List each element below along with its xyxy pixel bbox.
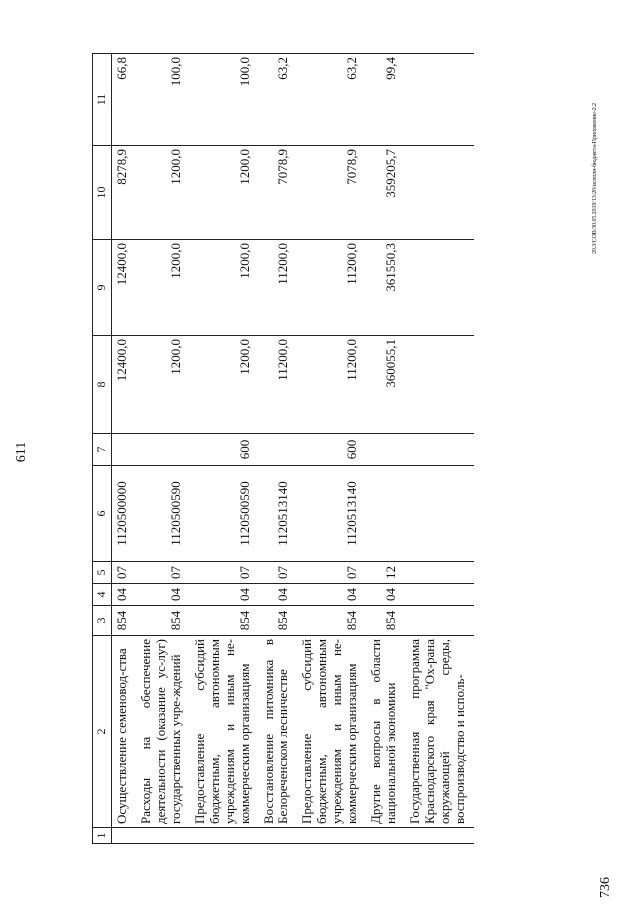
cell-c8: 1200,0: [190, 336, 259, 434]
cell-c8: 1200,0: [136, 336, 190, 434]
cell-name: Государственная программа Краснодарского края "Ох-рана окружающей среды, воспроизводство и исполь-: [405, 636, 474, 828]
cell-c9: 11200,0: [259, 240, 298, 336]
cell-c11: 99,4: [366, 54, 405, 146]
cell-c11: 63,2: [297, 54, 366, 146]
cell-c7: [405, 434, 474, 466]
cell-c10: 1200,0: [136, 146, 190, 240]
cell-empty: [259, 828, 298, 844]
cell-c3: 854: [297, 606, 366, 636]
col-header: 10: [93, 146, 112, 240]
cell-c9: 12400,0: [112, 240, 136, 336]
cell-c6: 1120500590: [136, 466, 190, 562]
cell-c8: 11200,0: [259, 336, 298, 434]
document-reference: 20.3/СОВ/30.05.2019/13:20/исполн-бюджета-Приложение-2.2: [592, 103, 598, 254]
cell-c4: 04: [112, 584, 136, 606]
cell-c7: 600: [297, 434, 366, 466]
cell-empty: [190, 828, 259, 844]
cell-c5: [405, 562, 474, 584]
table-row: [190, 54, 259, 844]
cell-c9: [405, 240, 474, 336]
page-number: 611: [14, 441, 29, 463]
col-header: 11: [93, 54, 112, 146]
cell-c7: [136, 434, 190, 466]
side-page-marker: 736: [598, 877, 613, 898]
cell-c7: [259, 434, 298, 466]
cell-c7: [366, 434, 405, 466]
cell-c6: 1120500590: [190, 466, 259, 562]
cell-c11: 66,8: [112, 54, 136, 146]
cell-c10: 1200,0: [190, 146, 259, 240]
cell-c4: 04: [190, 584, 259, 606]
table-row: [405, 54, 474, 844]
cell-empty: [297, 828, 366, 844]
cell-c9: 1200,0: [190, 240, 259, 336]
col-header: 9: [93, 240, 112, 336]
cell-c4: 04: [259, 584, 298, 606]
cell-c9: 1200,0: [136, 240, 190, 336]
cell-c11: [405, 54, 474, 146]
cell-c8: 360055,1: [366, 336, 405, 434]
table-row: [259, 54, 298, 844]
cell-empty: [112, 828, 136, 844]
table-row: [297, 54, 366, 844]
cell-c11: 100,0: [190, 54, 259, 146]
cell-c3: [405, 606, 474, 636]
col-header: 4: [93, 584, 112, 606]
cell-c10: [405, 146, 474, 240]
col-header: 3: [93, 606, 112, 636]
col-header: 1: [93, 828, 112, 844]
cell-c9: 361550,3: [366, 240, 405, 336]
cell-c4: [405, 584, 474, 606]
table-row: [136, 54, 190, 844]
cell-c8: 11200,0: [297, 336, 366, 434]
cell-c5: 07: [297, 562, 366, 584]
col-header: 8: [93, 336, 112, 434]
cell-c4: 04: [297, 584, 366, 606]
cell-name: Восстановление питомника в Белореченском лесничестве: [259, 636, 298, 828]
budget-table: [92, 53, 474, 844]
table-row: [366, 54, 405, 844]
cell-c3: 854: [136, 606, 190, 636]
cell-name: Осуществление семеновод-ства: [112, 636, 136, 828]
cell-name: Расходы на обеспечение деятельности (оказание ус-луг) государственных учре-ждений: [136, 636, 190, 828]
cell-empty: [136, 828, 190, 844]
cell-c6: 1120513140: [297, 466, 366, 562]
cell-c10: 7078,9: [297, 146, 366, 240]
cell-c7: 600: [190, 434, 259, 466]
cell-c10: 359205,7: [366, 146, 405, 240]
col-header: 6: [93, 466, 112, 562]
col-header: 7: [93, 434, 112, 466]
cell-c6: [405, 466, 474, 562]
table-row: [112, 54, 136, 844]
cell-name: Предоставление субсидий бюджетным, автономным учреждениям и иным не-коммерческим организациям: [297, 636, 366, 828]
header-row: [93, 54, 112, 844]
cell-c5: 07: [259, 562, 298, 584]
cell-c5: 07: [136, 562, 190, 584]
cell-c10: 7078,9: [259, 146, 298, 240]
cell-c3: 854: [366, 606, 405, 636]
col-header: 5: [93, 562, 112, 584]
cell-c6: 1120500000: [112, 466, 136, 562]
cell-empty: [366, 828, 405, 844]
cell-c3: 854: [259, 606, 298, 636]
cell-name: Предоставление субсидий бюджетным, автономным учреждениям и иным не-коммерческим организациям: [190, 636, 259, 828]
cell-c11: 100,0: [136, 54, 190, 146]
cell-c6: 1120513140: [259, 466, 298, 562]
cell-c5: 07: [112, 562, 136, 584]
cell-c6: [366, 466, 405, 562]
cell-c4: 04: [366, 584, 405, 606]
cell-c4: 04: [136, 584, 190, 606]
cell-c5: 07: [190, 562, 259, 584]
cell-c3: 854: [190, 606, 259, 636]
cell-name: Другие вопросы в области национальной экономики: [366, 636, 405, 828]
cell-c8: [405, 336, 474, 434]
cell-c9: 11200,0: [297, 240, 366, 336]
cell-c8: 12400,0: [112, 336, 136, 434]
cell-c11: 63,2: [259, 54, 298, 146]
col-header: 2: [93, 636, 112, 828]
cell-c5: 12: [366, 562, 405, 584]
cell-c10: 8278,9: [112, 146, 136, 240]
cell-c3: 854: [112, 606, 136, 636]
cell-c7: [112, 434, 136, 466]
cell-empty: [405, 828, 474, 844]
